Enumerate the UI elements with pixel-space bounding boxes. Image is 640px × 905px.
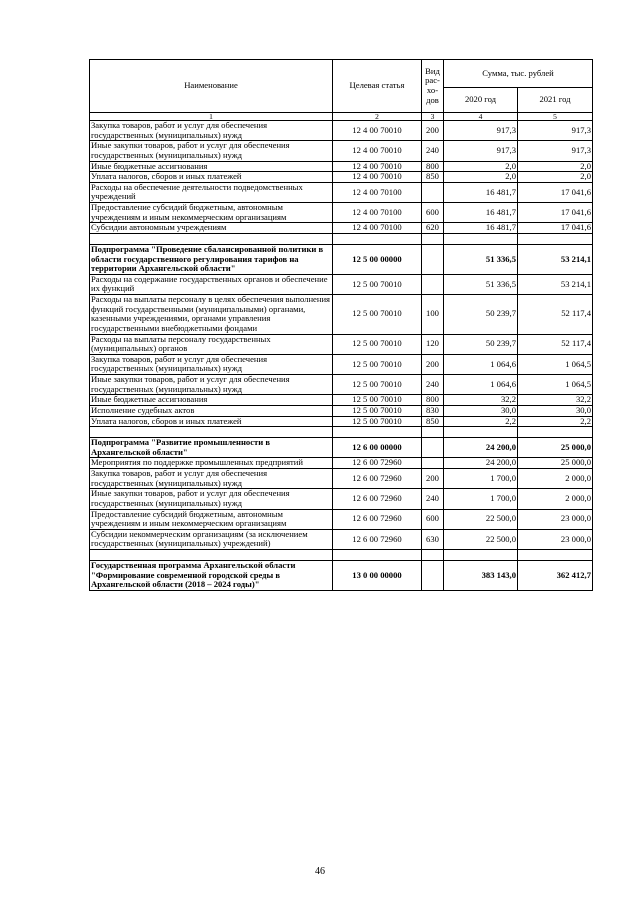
vid-cell xyxy=(422,244,444,274)
table-row xyxy=(90,295,593,335)
name-cell: Уплата налогов, сборов и иных платежей xyxy=(90,172,333,183)
table-row xyxy=(90,274,593,294)
name-cell: Предоставление субсидий бюджетным, автономным учреждениям и иным некоммерческим организациям xyxy=(90,203,333,223)
sum-2020-cell: 917,3 xyxy=(444,141,518,161)
sum-2021-cell: 53 214,1 xyxy=(518,274,593,294)
sum-2020-cell: 1 064,6 xyxy=(444,354,518,374)
name-cell: Иные закупки товаров, работ и услуг для обеспечения государственных (муниципальных) нужд xyxy=(90,375,333,395)
name-cell: Иные закупки товаров, работ и услуг для обеспечения государственных (муниципальных) нужд xyxy=(90,489,333,509)
code-cell: 12 6 00 00000 xyxy=(333,438,422,458)
empty-cell xyxy=(333,427,422,438)
sum-2021-cell: 17 041,6 xyxy=(518,203,593,223)
table-row xyxy=(90,334,593,354)
vid-cell: 240 xyxy=(422,141,444,161)
name-cell: Субсидии некоммерческим организациям (за исключением государственных (муниципальных) учреждений) xyxy=(90,529,333,549)
code-cell: 12 5 00 70010 xyxy=(333,274,422,294)
header-year-2021: 2021 год xyxy=(518,88,593,113)
name-cell: Иные бюджетные ассигнования xyxy=(90,161,333,172)
name-cell: Государственная программа Архангельской области "Формирование современной городской среды в Архангельской области (2018 – 2024 годы)" xyxy=(90,561,333,591)
code-cell: 12 5 00 70010 xyxy=(333,375,422,395)
vid-cell xyxy=(422,438,444,458)
column-number: 5 xyxy=(518,113,593,121)
header-year-2020: 2020 год xyxy=(444,88,518,113)
sum-2020-cell: 22 500,0 xyxy=(444,509,518,529)
table-row xyxy=(90,141,593,161)
table-row xyxy=(90,203,593,223)
code-cell: 12 6 00 72960 xyxy=(333,489,422,509)
table-row xyxy=(90,121,593,141)
empty-cell xyxy=(518,427,593,438)
sum-2021-cell: 2,0 xyxy=(518,161,593,172)
code-cell: 13 0 00 00000 xyxy=(333,561,422,591)
code-cell: 12 4 00 70100 xyxy=(333,182,422,202)
sum-2020-cell: 1 064,6 xyxy=(444,375,518,395)
sum-2020-cell: 16 481,7 xyxy=(444,203,518,223)
sum-2020-cell: 917,3 xyxy=(444,121,518,141)
name-cell: Закупка товаров, работ и услуг для обеспечения государственных (муниципальных) нужд xyxy=(90,121,333,141)
code-cell: 12 4 00 70010 xyxy=(333,121,422,141)
code-cell: 12 5 00 00000 xyxy=(333,244,422,274)
sum-2020-cell: 22 500,0 xyxy=(444,529,518,549)
sum-2020-cell: 50 239,7 xyxy=(444,295,518,335)
empty-cell xyxy=(333,550,422,561)
table-row xyxy=(90,354,593,374)
sum-2021-cell: 1 064,5 xyxy=(518,375,593,395)
subprogram-row xyxy=(90,438,593,458)
spacer-row xyxy=(90,233,593,244)
sum-2020-cell: 16 481,7 xyxy=(444,182,518,202)
code-cell: 12 4 00 70010 xyxy=(333,161,422,172)
sum-2021-cell: 2,2 xyxy=(518,416,593,427)
vid-cell: 240 xyxy=(422,489,444,509)
name-cell: Уплата налогов, сборов и иных платежей xyxy=(90,416,333,427)
sum-2020-cell: 2,2 xyxy=(444,416,518,427)
column-number: 4 xyxy=(444,113,518,121)
sum-2021-cell: 362 412,7 xyxy=(518,561,593,591)
code-cell: 12 6 00 72960 xyxy=(333,458,422,469)
column-number: 1 xyxy=(90,113,333,121)
code-cell: 12 4 00 70010 xyxy=(333,172,422,183)
vid-cell xyxy=(422,458,444,469)
code-cell: 12 5 00 70010 xyxy=(333,295,422,335)
sum-2021-cell: 17 041,6 xyxy=(518,223,593,234)
code-cell: 12 4 00 70100 xyxy=(333,203,422,223)
vid-cell: 830 xyxy=(422,405,444,416)
vid-cell: 200 xyxy=(422,354,444,374)
header-vid: Вид рас-хо-дов xyxy=(422,60,444,113)
empty-cell xyxy=(90,427,333,438)
table-row xyxy=(90,375,593,395)
name-cell: Расходы на обеспечение деятельности подведомственных учреждений xyxy=(90,182,333,202)
subprogram-row xyxy=(90,244,593,274)
sum-2021-cell: 25 000,0 xyxy=(518,438,593,458)
sum-2021-cell: 917,3 xyxy=(518,141,593,161)
code-cell: 12 6 00 72960 xyxy=(333,509,422,529)
sum-2021-cell: 2 000,0 xyxy=(518,469,593,489)
column-number: 3 xyxy=(422,113,444,121)
name-cell: Расходы на содержание государственных органов и обеспечение их функций xyxy=(90,274,333,294)
table-row xyxy=(90,395,593,406)
column-number: 2 xyxy=(333,113,422,121)
sum-2020-cell: 24 200,0 xyxy=(444,438,518,458)
code-cell: 12 5 00 70010 xyxy=(333,395,422,406)
code-cell: 12 5 00 70010 xyxy=(333,354,422,374)
sum-2021-cell: 32,2 xyxy=(518,395,593,406)
name-cell: Иные закупки товаров, работ и услуг для обеспечения государственных (муниципальных) нужд xyxy=(90,141,333,161)
name-cell: Закупка товаров, работ и услуг для обеспечения государственных (муниципальных) нужд xyxy=(90,469,333,489)
spacer-row xyxy=(90,550,593,561)
vid-cell: 100 xyxy=(422,295,444,335)
table-row xyxy=(90,172,593,183)
name-cell: Мероприятия по поддержке промышленных предприятий xyxy=(90,458,333,469)
empty-cell xyxy=(422,550,444,561)
sum-2021-cell: 917,3 xyxy=(518,121,593,141)
empty-cell xyxy=(444,427,518,438)
table-row xyxy=(90,405,593,416)
vid-cell: 630 xyxy=(422,529,444,549)
empty-cell xyxy=(333,233,422,244)
name-cell: Подпрограмма "Развитие промышленности в Архангельской области" xyxy=(90,438,333,458)
subprogram-row xyxy=(90,561,593,591)
vid-cell: 850 xyxy=(422,416,444,427)
name-cell: Расходы на выплаты персоналу в целях обеспечения выполнения функций государственными (муниципальными) органами, казенными учреждениями, органами управления государственными внебюджетными фондами xyxy=(90,295,333,335)
empty-cell xyxy=(422,233,444,244)
sum-2020-cell: 16 481,7 xyxy=(444,223,518,234)
code-cell: 12 5 00 70010 xyxy=(333,416,422,427)
table-row xyxy=(90,161,593,172)
sum-2020-cell: 30,0 xyxy=(444,405,518,416)
sum-2021-cell: 23 000,0 xyxy=(518,529,593,549)
vid-cell: 200 xyxy=(422,469,444,489)
page-number: 46 xyxy=(315,866,325,877)
sum-2021-cell: 53 214,1 xyxy=(518,244,593,274)
sum-2021-cell: 30,0 xyxy=(518,405,593,416)
vid-cell: 120 xyxy=(422,334,444,354)
sum-2021-cell: 52 117,4 xyxy=(518,334,593,354)
spacer-row xyxy=(90,427,593,438)
vid-cell: 800 xyxy=(422,395,444,406)
code-cell: 12 6 00 72960 xyxy=(333,469,422,489)
sum-2020-cell: 51 336,5 xyxy=(444,274,518,294)
code-cell: 12 4 00 70010 xyxy=(333,141,422,161)
name-cell: Субсидии автономным учреждениям xyxy=(90,223,333,234)
sum-2020-cell: 1 700,0 xyxy=(444,469,518,489)
sum-2020-cell: 383 143,0 xyxy=(444,561,518,591)
name-cell: Предоставление субсидий бюджетным, автономным учреждениям и иным некоммерческим организациям xyxy=(90,509,333,529)
name-cell: Подпрограмма "Проведение сбалансированной политики в области государственного регулирования тарифов на территории Архангельской области" xyxy=(90,244,333,274)
vid-cell: 800 xyxy=(422,161,444,172)
table-row xyxy=(90,509,593,529)
code-cell: 12 4 00 70100 xyxy=(333,223,422,234)
sum-2021-cell: 2 000,0 xyxy=(518,489,593,509)
sum-2020-cell: 1 700,0 xyxy=(444,489,518,509)
header-name: Наименование xyxy=(90,60,333,113)
code-cell: 12 6 00 72960 xyxy=(333,529,422,549)
vid-cell: 600 xyxy=(422,203,444,223)
empty-cell xyxy=(518,233,593,244)
sum-2020-cell: 2,0 xyxy=(444,172,518,183)
sum-2020-cell: 51 336,5 xyxy=(444,244,518,274)
header-sum: Сумма, тыс. рублей xyxy=(444,60,593,88)
vid-cell: 240 xyxy=(422,375,444,395)
vid-cell: 620 xyxy=(422,223,444,234)
table-row xyxy=(90,223,593,234)
budget-table-body xyxy=(90,60,593,591)
empty-cell xyxy=(518,550,593,561)
name-cell: Исполнение судебных актов xyxy=(90,405,333,416)
budget-table xyxy=(89,59,593,591)
sum-2021-cell: 17 041,6 xyxy=(518,182,593,202)
vid-cell: 200 xyxy=(422,121,444,141)
table-row xyxy=(90,469,593,489)
sum-2020-cell: 50 239,7 xyxy=(444,334,518,354)
empty-cell xyxy=(444,233,518,244)
table-row xyxy=(90,182,593,202)
vid-cell: 600 xyxy=(422,509,444,529)
empty-cell xyxy=(90,550,333,561)
empty-cell xyxy=(444,550,518,561)
name-cell: Закупка товаров, работ и услуг для обеспечения государственных (муниципальных) нужд xyxy=(90,354,333,374)
vid-cell xyxy=(422,182,444,202)
table-row xyxy=(90,529,593,549)
vid-cell xyxy=(422,561,444,591)
code-cell: 12 5 00 70010 xyxy=(333,405,422,416)
vid-cell: 850 xyxy=(422,172,444,183)
empty-cell xyxy=(422,427,444,438)
sum-2020-cell: 32,2 xyxy=(444,395,518,406)
sum-2021-cell: 52 117,4 xyxy=(518,295,593,335)
empty-cell xyxy=(90,233,333,244)
code-cell: 12 5 00 70010 xyxy=(333,334,422,354)
table-row xyxy=(90,416,593,427)
sum-2021-cell: 2,0 xyxy=(518,172,593,183)
name-cell: Расходы на выплаты персоналу государственных (муниципальных) органов xyxy=(90,334,333,354)
sum-2021-cell: 23 000,0 xyxy=(518,509,593,529)
sum-2021-cell: 1 064,5 xyxy=(518,354,593,374)
table-row xyxy=(90,489,593,509)
sum-2020-cell: 24 200,0 xyxy=(444,458,518,469)
header-row xyxy=(90,60,593,88)
sum-2020-cell: 2,0 xyxy=(444,161,518,172)
header-code: Целевая статья xyxy=(333,60,422,113)
sum-2021-cell: 25 000,0 xyxy=(518,458,593,469)
table-row xyxy=(90,458,593,469)
vid-cell xyxy=(422,274,444,294)
name-cell: Иные бюджетные ассигнования xyxy=(90,395,333,406)
